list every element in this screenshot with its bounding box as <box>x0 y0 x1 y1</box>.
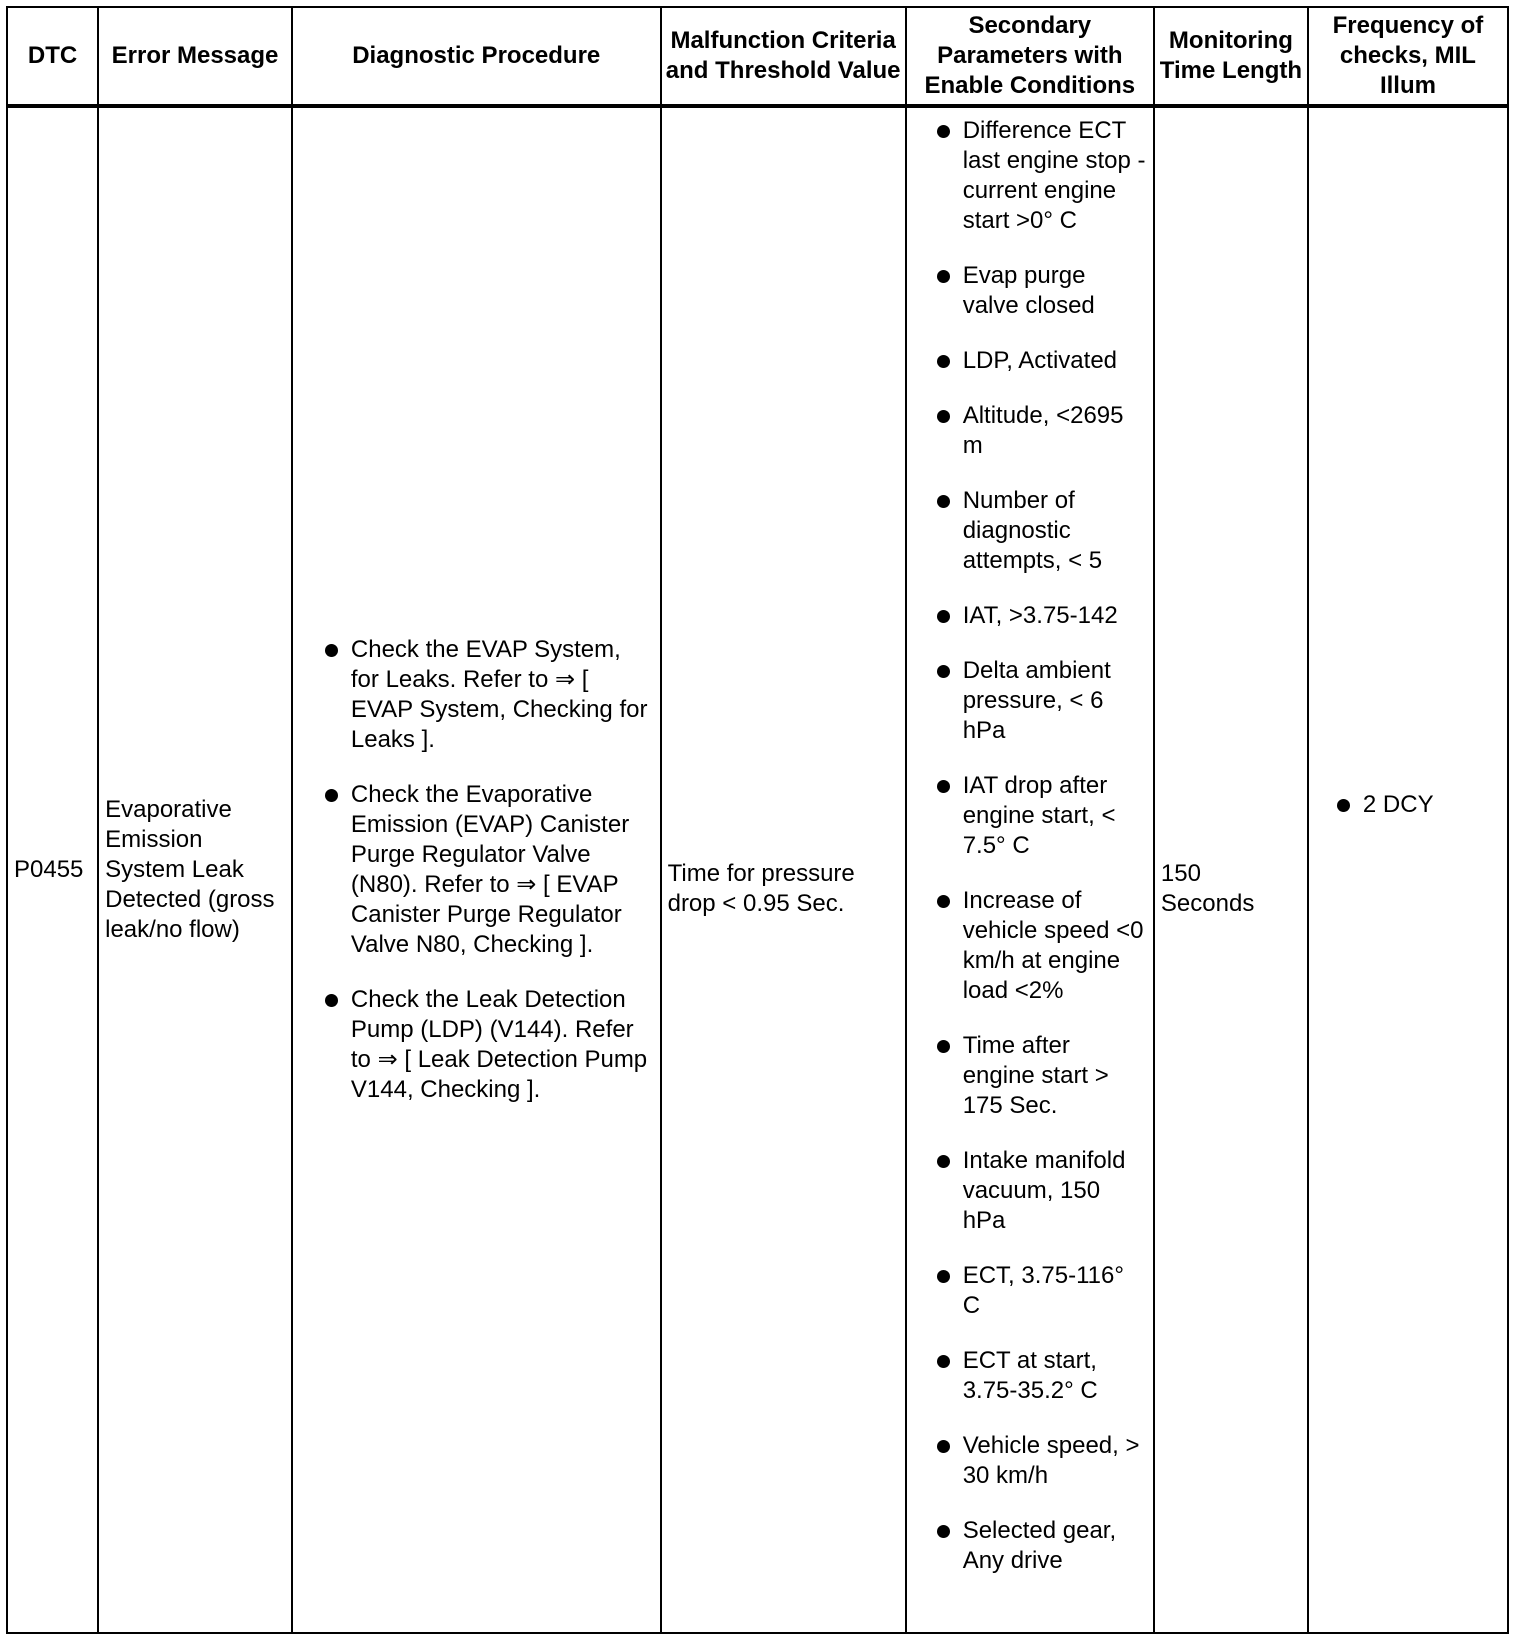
list-item <box>929 486 1147 576</box>
bullet-icon <box>937 610 950 623</box>
bullet-icon <box>937 410 950 423</box>
list-item <box>1329 790 1501 820</box>
list-item <box>929 1261 1147 1321</box>
parameter-text: IAT, >3.75-142 <box>962 602 1118 629</box>
monitoring-time-text: 150 Seconds <box>1160 860 1255 917</box>
dtc-table <box>6 6 1509 1634</box>
list-item <box>317 635 654 755</box>
parameter-text: LDP, Activated <box>962 347 1118 374</box>
bullet-icon <box>325 994 338 1007</box>
parameter-text: Altitude, <2695 m <box>962 402 1124 459</box>
procedure-text: Check the Leak Detection Pump (LDP) (V144). Refer to ⇒ [ Leak Detection Pump V144, Checking ]. <box>350 986 648 1103</box>
parameter-text: IAT drop after engine start, < 7.5° C <box>962 772 1116 859</box>
monitoring-time-cell <box>1154 106 1308 1633</box>
list-item <box>929 346 1147 376</box>
procedure-text: Check the EVAP System, for Leaks. Refer to ⇒ [ EVAP System, Checking for Leaks ]. <box>350 636 648 753</box>
header-malfunction-criteria: Malfunction Criteria and Threshold Value <box>661 7 906 106</box>
list-item <box>929 1146 1147 1236</box>
bullet-icon <box>325 644 338 657</box>
list-item <box>929 116 1147 236</box>
dtc-document <box>6 6 1509 1634</box>
list-item <box>929 886 1147 1006</box>
list-item <box>929 601 1147 631</box>
list-item <box>929 656 1147 746</box>
list-item <box>317 985 654 1105</box>
procedure-list <box>299 635 654 1105</box>
parameter-text: Time after engine start > 175 Sec. <box>962 1032 1109 1119</box>
header-monitoring-time: Monitoring Time Length <box>1154 7 1308 106</box>
dtc-code: P0455 <box>7 106 98 1633</box>
secondary-parameters-cell <box>906 106 1154 1633</box>
bullet-icon <box>937 125 950 138</box>
bullet-icon <box>1337 799 1350 812</box>
parameter-text: Difference ECT last engine stop - current engine start >0° C <box>962 117 1146 234</box>
bullet-icon <box>937 665 950 678</box>
parameter-text: Increase of vehicle speed <0 km/h at engine load <2% <box>962 887 1144 1004</box>
parameter-text: Evap purge valve closed <box>962 262 1095 319</box>
list-item <box>929 261 1147 321</box>
table-row <box>7 106 1508 1633</box>
frequency-list <box>1315 790 1501 820</box>
bullet-icon <box>937 1355 950 1368</box>
parameter-text: ECT, 3.75-116° C <box>962 1262 1124 1319</box>
list-item <box>929 771 1147 861</box>
list-item <box>929 401 1147 461</box>
parameter-text: Delta ambient pressure, < 6 hPa <box>962 657 1111 744</box>
header-row <box>7 7 1508 106</box>
parameter-text: Number of diagnostic attempts, < 5 <box>962 487 1103 574</box>
parameter-text: Selected gear, Any drive <box>962 1517 1117 1574</box>
bullet-icon <box>937 1440 950 1453</box>
list-item <box>929 1431 1147 1491</box>
bullet-icon <box>937 1040 950 1053</box>
parameter-text: Intake manifold vacuum, 150 hPa <box>962 1147 1126 1234</box>
parameter-list <box>913 116 1147 1576</box>
bullet-icon <box>937 780 950 793</box>
frequency-cell <box>1308 106 1508 1633</box>
bullet-icon <box>937 1155 950 1168</box>
bullet-icon <box>937 495 950 508</box>
frequency-text: 2 DCY <box>1362 791 1434 818</box>
list-item <box>317 780 654 960</box>
header-diagnostic-procedure: Diagnostic Procedure <box>292 7 661 106</box>
bullet-icon <box>937 895 950 908</box>
bullet-icon <box>937 1270 950 1283</box>
list-item <box>929 1031 1147 1121</box>
header-dtc: DTC <box>7 7 98 106</box>
procedure-text: Check the Evaporative Emission (EVAP) Canister Purge Regulator Valve (N80). Refer to ⇒ [ EVAP Canister Purge Regulator Valve N80, Checking ]. <box>350 781 630 958</box>
bullet-icon <box>937 355 950 368</box>
bullet-icon <box>937 1525 950 1538</box>
malfunction-criteria-cell <box>661 106 906 1633</box>
header-error-message: Error Message <box>98 7 292 106</box>
header-secondary-parameters: Secondary Parameters with Enable Conditions <box>906 7 1154 106</box>
header-frequency: Frequency of checks, MIL Illum <box>1308 7 1508 106</box>
error-message: Evaporative Emission System Leak Detected (gross leak/no flow) <box>98 106 292 1633</box>
bullet-icon <box>937 270 950 283</box>
list-item <box>929 1346 1147 1406</box>
diagnostic-procedure-cell <box>292 106 661 1633</box>
criteria-text: Time for pressure drop < 0.95 Sec. <box>667 860 855 917</box>
bullet-icon <box>325 789 338 802</box>
parameter-text: ECT at start, 3.75-35.2° C <box>962 1347 1098 1404</box>
list-item <box>929 1516 1147 1576</box>
parameter-text: Vehicle speed, > 30 km/h <box>962 1432 1140 1489</box>
